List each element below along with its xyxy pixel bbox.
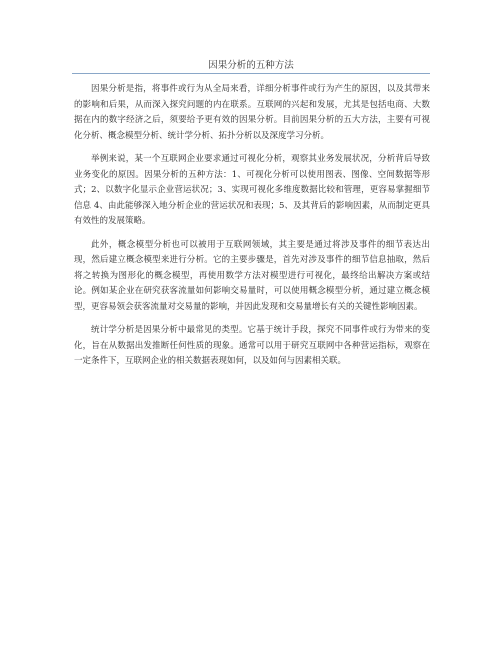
document-title: 因果分析的五种方法 <box>208 60 294 71</box>
paragraph-statistics: 统计学分析是因果分析中最常见的类型。它基于统计手段，探究不同事件或行为带来的变化，旨在从数据出发推断任何性质的现象。通常可以用于研究互联网中各种营运指标，观察在一定条件下，互联网企业的相关数据表现如何，以及如何与因素相关联。 <box>74 325 430 366</box>
title-underline <box>72 73 430 74</box>
paragraph-intro: 因果分析是指，将事件或行为从全局来看，详细分析事件或行为产生的原因，以及其带来的影响和后果，从而深入探究问题的内在联系。互联网的兴起和发展，尤其是包括电商、大数据在内的数字经济之后，须要给予更有效的因果分析。目前因果分析的五大方法，主要有可视化分析、概念模型分析、统计学分析、拓扑分析以及深度学习分析。 <box>74 84 430 141</box>
paragraph-visualization: 举例来说，某一个互联网企业要求通过可视化分析，观察其业务发展状况，分析背后导致业务变化的原因。因果分析的五种方法：1、可视化分析可以使用图表、图像、空间数据等形式；2、以数字化显示企业营运状况；3、实现可视化多维度数据比较和管理，更容易掌握细节信息 4、由此能够深入地分析企业的营运状况和表现；5、及其背后的影响因素，从而制定更具有效性的发展策略。 <box>74 154 430 226</box>
paragraph-concept-model: 此外，概念模型分析也可以被用于互联网领域，其主要是通过将涉及事件的细节表达出现，然后建立概念模型来进行分析。它的主要步骤是，首先对涉及事件的细节信息抽取，然后将之转换为图形化的概念模型，再使用数学方法对模型进行可视化，最终给出解决方案或结论。例如某企业在研究获客流量如何影响交易量时，可以使用概念模型分析，通过建立概念模型，更容易领会获客流量对交易量的影响，并因此发现和交易量增长有关的关键性影响因素。 <box>74 239 430 312</box>
document-body <box>74 82 430 378</box>
